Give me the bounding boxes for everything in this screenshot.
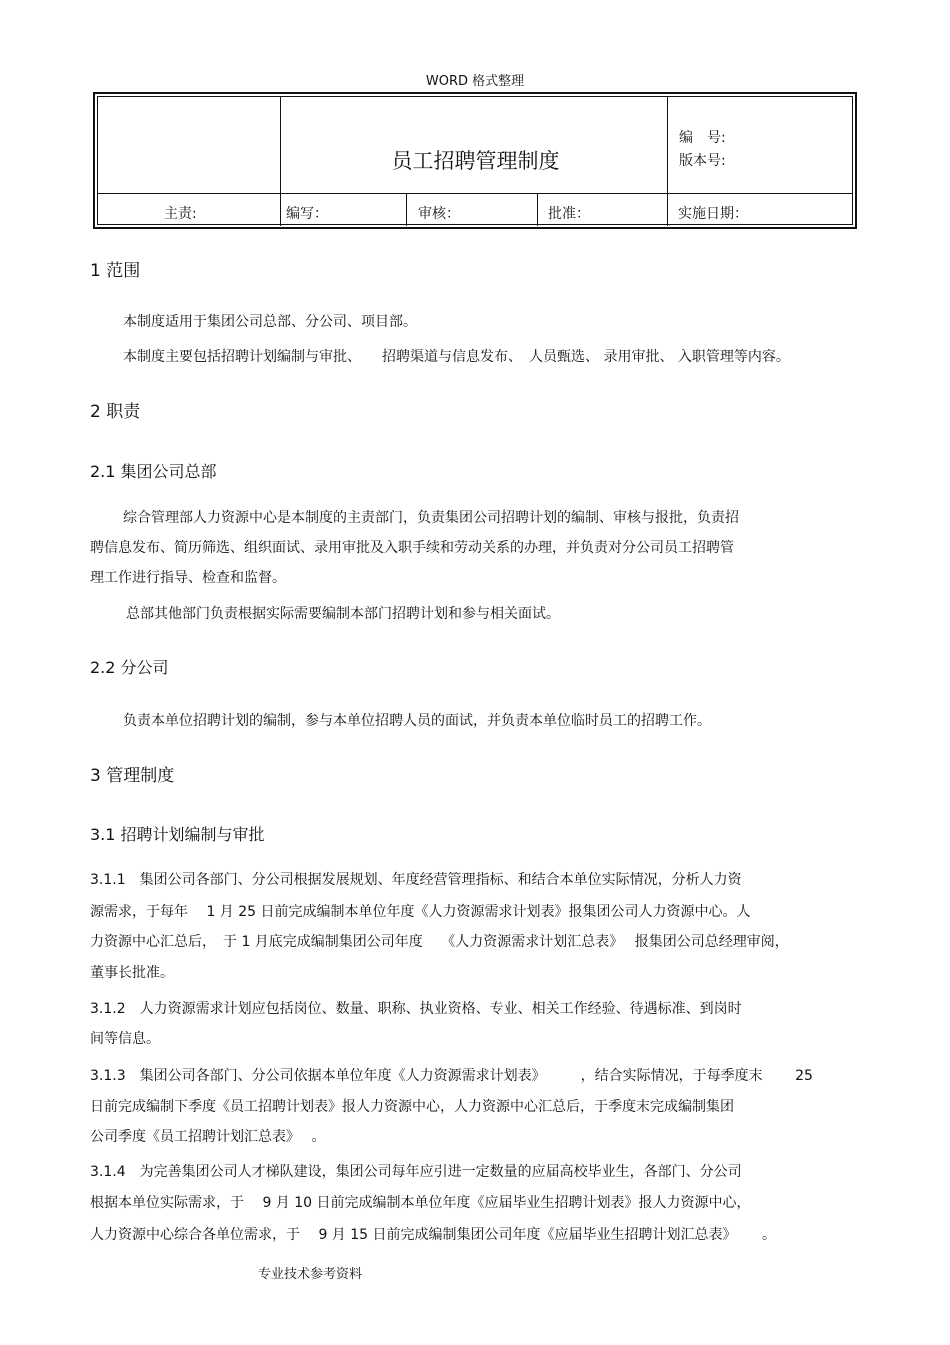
paragraph-line: 聘信息发布、简历筛选、组织面试、录用审批及入职手续和劳动关系的办理，并负责对分公司员工招聘管 bbox=[90, 540, 734, 556]
page-header: WORD 格式整理 bbox=[425, 74, 525, 89]
clause-3-1-1-line: 力资源中心汇总后， 于 1 月底完成编制集团公司年度 《人力资源需求计划汇总表》 报集团公司总经理审阅， bbox=[90, 934, 789, 950]
clause-3-1-2-line: 3.1.2 人力资源需求计划应包括岗位、数量、职称、执业资格、专业、相关工作经验、待遇标准、到岗时 bbox=[90, 1001, 742, 1017]
paragraph: 本制度适用于集团公司总部、分公司、项目部。 bbox=[123, 314, 417, 330]
divider bbox=[280, 97, 281, 193]
clause-3-1-4-line: 3.1.4 为完善集团公司人才梯队建设，集团公司每年应引进一定数量的应届高校毕业生，各部门、分公司 bbox=[90, 1164, 742, 1180]
paragraph-line: 理工作进行指导、检查和监督。 bbox=[90, 570, 286, 586]
approver-cell: 批准： bbox=[548, 206, 590, 222]
table-inner-border bbox=[97, 96, 853, 225]
document-code-label: 编 号: bbox=[679, 130, 726, 146]
version-number-label: 版本号: bbox=[679, 153, 726, 169]
section-2-1-heading: 2.1 集团公司总部 bbox=[90, 462, 217, 481]
document-title: 员工招聘管理制度 bbox=[391, 149, 560, 173]
clause-3-1-2-line: 间等信息。 bbox=[90, 1031, 160, 1047]
clause-3-1-1-line: 源需求，于每年 1 月 25 日前完成编制本单位年度《人力资源需求计划表》报集团公司人力资源中心。人 bbox=[90, 904, 751, 920]
clause-3-1-1-line: 3.1.1 集团公司各部门、分公司根据发展规划、年度经营管理指标、和结合本单位实际情况，分析人力资 bbox=[90, 872, 742, 888]
author-cell: 编写： bbox=[286, 206, 328, 222]
document-title-table bbox=[93, 92, 857, 229]
divider bbox=[280, 193, 281, 226]
divider bbox=[406, 193, 407, 226]
clause-3-1-1-line: 董事长批准。 bbox=[90, 965, 174, 981]
section-1-heading: 1 范围 bbox=[90, 261, 141, 281]
owner-cell: 主责: bbox=[164, 206, 197, 222]
clause-3-1-3-line: 日前完成编制下季度《员工招聘计划表》报人力资源中心，人力资源中心汇总后，于季度末完成编制集团 bbox=[90, 1099, 734, 1115]
paragraph-line: 负责本单位招聘计划的编制，参与本单位招聘人员的面试，并负责本单位临时员工的招聘工作。 bbox=[123, 713, 711, 729]
section-2-heading: 2 职责 bbox=[90, 402, 141, 422]
clause-3-1-4-line: 人力资源中心综合各单位需求，于 9 月 15 日前完成编制集团公司年度《应届毕业生招聘计划汇总表》 。 bbox=[90, 1227, 776, 1243]
clause-3-1-3-line: 3.1.3 集团公司各部门、分公司依据本单位年度《人力资源需求计划表》 ，结合实际情况，于每季度末 25 bbox=[90, 1068, 813, 1084]
page-footer: 专业技术参考资料 bbox=[258, 1267, 363, 1282]
section-2-2-heading: 2.2 分公司 bbox=[90, 658, 169, 677]
section-3-1-heading: 3.1 招聘计划编制与审批 bbox=[90, 825, 265, 844]
effective-date-cell: 实施日期： bbox=[678, 206, 748, 222]
paragraph-line: 综合管理部人力资源中心是本制度的主责部门，负责集团公司招聘计划的编制、审核与报批，负责招 bbox=[123, 510, 739, 526]
divider bbox=[537, 193, 538, 226]
reviewer-cell: 审核： bbox=[418, 206, 460, 222]
clause-3-1-3-line: 公司季度《员工招聘计划汇总表》 。 bbox=[90, 1129, 326, 1145]
divider bbox=[98, 193, 853, 194]
paragraph-line: 总部其他部门负责根据实际需要编制本部门招聘计划和参与相关面试。 bbox=[126, 606, 560, 622]
section-3-heading: 3 管理制度 bbox=[90, 766, 175, 786]
clause-3-1-4-line: 根据本单位实际需求，于 9 月 10 日前完成编制本单位年度《应届毕业生招聘计划表》报人力资源中心， bbox=[90, 1195, 751, 1211]
paragraph: 本制度主要包括招聘计划编制与审批、 招聘渠道与信息发布、 人员甄选、 录用审批、 入职管理等内容。 bbox=[123, 349, 790, 365]
